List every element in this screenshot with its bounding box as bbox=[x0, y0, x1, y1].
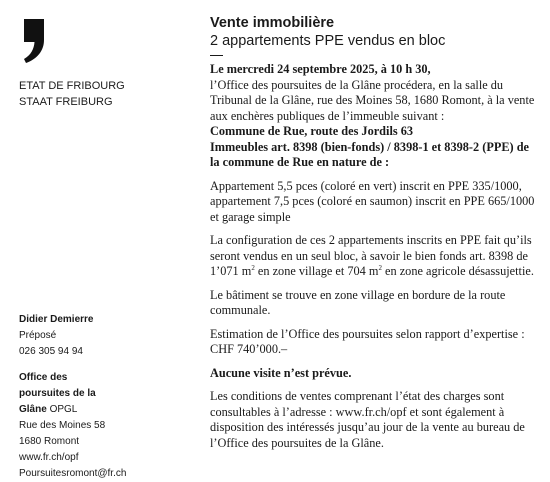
configuration-paragraph bbox=[210, 233, 536, 280]
contact-name: Didier Demierre bbox=[19, 314, 94, 325]
visite-notice: Aucune visite n’est prévue. bbox=[210, 365, 352, 380]
org-name-de: STAAT FREIBURG bbox=[19, 96, 113, 108]
address-street: Rue des Moines 58 bbox=[19, 420, 106, 431]
sup-1: 2 bbox=[251, 263, 255, 272]
intro-text: l’Office des poursuites de la Glâne procédera, en la salle du Tribunal de la Glâne, rue des Moines 58, 1680 Romont, à la vente aux enchères publiques de l’immeuble suivant : bbox=[210, 77, 535, 123]
office-name-bold: Office des poursuites de la Glâne bbox=[19, 372, 96, 415]
contact-phone: 026 305 94 94 bbox=[19, 346, 83, 357]
website-link[interactable]: www.fr.ch/opf bbox=[19, 452, 79, 463]
commune-line: Commune de Rue, route des Jordils 63 bbox=[210, 124, 414, 138]
config-end: en zone agricole désassujettie. bbox=[381, 264, 534, 278]
page-subtitle: 2 appartements PPE vendus en bloc bbox=[210, 33, 446, 49]
description-paragraph: Appartement 5,5 pces (coloré en vert) inscrit en PPE 335/1000, appartement 7,5 pces (coloré en saumon) inscrit en PPE 665/1000 et garage simple bbox=[210, 178, 535, 224]
estimation-paragraph: Estimation de l’Office des poursuites selon rapport d’expertise : CHF 740’000.– bbox=[210, 326, 525, 356]
divider bbox=[210, 55, 223, 56]
fribourg-comma-logo bbox=[22, 18, 46, 64]
address-city: 1680 Romont bbox=[19, 436, 80, 447]
config-text: La configuration de ces 2 appartements inscrits en PPE fait qu’ils seront vendus en un seul bloc, à savoir le bien fonds art. 8398 de 1’071 m bbox=[210, 233, 532, 278]
batiment-paragraph: Le bâtiment se trouve en zone village en bordure de la route communale. bbox=[210, 287, 506, 317]
office-abbrev: OPGL bbox=[49, 404, 78, 415]
config-mid: en zone village et 704 m bbox=[254, 264, 379, 278]
immeubles-line: Immeubles art. 8398 (bien-fonds) / 8398-1 et 8398-2 (PPE) de la commune de Rue en nature de : bbox=[210, 139, 530, 169]
sidebar-contact bbox=[19, 312, 126, 482]
office-name bbox=[19, 370, 119, 418]
sup-2: 2 bbox=[378, 263, 382, 272]
sidebar-organization bbox=[19, 78, 125, 110]
contact-role: Préposé bbox=[19, 330, 57, 341]
page-title: Vente immobilière bbox=[210, 15, 335, 31]
auction-date: Le mercredi 24 septembre 2025, à 10 h 30, bbox=[210, 62, 431, 76]
email-link[interactable]: Poursuitesromont@fr.ch bbox=[19, 468, 127, 479]
conditions-paragraph: Les conditions de ventes comprenant l’état des charges sont consultables à l’adresse : www.fr.ch/opf et sont également à disposition des intéressés jusqu’au jour de la vente au bureau de l’Office des poursuites de la Glâne. bbox=[210, 389, 525, 450]
org-name-fr: ETAT DE FRIBOURG bbox=[19, 80, 125, 92]
main-content bbox=[210, 14, 536, 459]
intro-paragraph bbox=[210, 62, 536, 171]
